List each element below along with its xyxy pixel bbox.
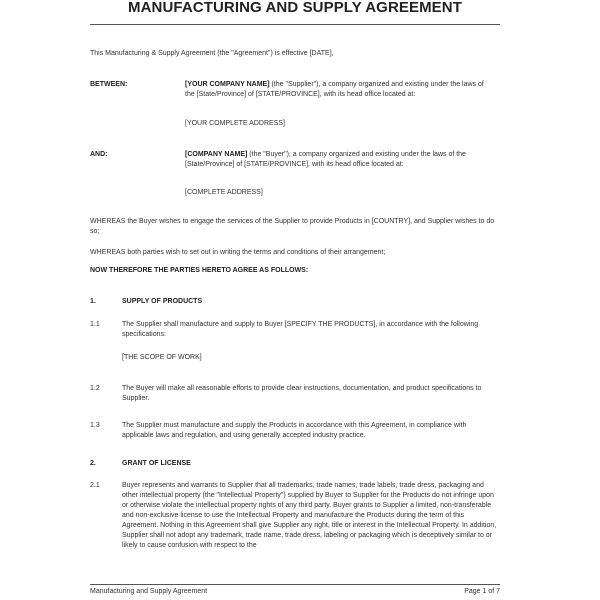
and-party-paragraph bbox=[185, 150, 495, 170]
between-address: [YOUR COMPLETE ADDRESS] bbox=[185, 120, 285, 127]
footer-document-name: Manufacturing and Supply Agreement bbox=[90, 588, 208, 595]
and-label: AND: bbox=[90, 151, 108, 158]
between-party-text: (the "Supplier"), a company organized and existing under the laws of the [State/Province] of [STATE/PROVINCE], with its head office located at: bbox=[185, 81, 484, 98]
between-label: BETWEEN: bbox=[90, 81, 128, 88]
now-therefore-heading: NOW THEREFORE THE PARTIES HERETO AGREE AS FOLLOWS: bbox=[90, 267, 309, 274]
section-number: 2. bbox=[90, 460, 96, 467]
clause-text: The Supplier must manufacture and supply the Products in accordance with this Agreement, in compliance with applicable laws and regulation, and using generally accepted industry practice. bbox=[122, 422, 467, 439]
clause-text: Buyer represents and warrants to Supplier that all trademarks, trade names, trade labels, trade dress, packaging and other intellectual property (the "Intellectual Property") supplied by Buyer to Supplier for the Products do not infringe upon or otherwise violate the intellectual property rights of any third party. Buyer grants to Supplier a limited, non-transferable and non-exclusive license to use the Intellectual Property and manufacture the Products during the term of this Agreement. Nothing in this Agreement shall give Supplier any right, title or interest in the Intellectual Property. In addition, Supplier shall not adopt any trademark, trade name, trade dress, labeling or packaging which is deceptively similar to or likely to cause confusion with respect to the bbox=[122, 482, 497, 549]
and-address: [COMPLETE ADDRESS] bbox=[185, 189, 263, 196]
and-party-text: (the "Buyer"), a company organized and existing under the laws of the [State/Province] of [STATE/PROVINCE], with its head office located at: bbox=[185, 151, 466, 168]
clause-text: The Buyer will make all reasonable efforts to provide clear instructions, documentation, and product specifications to Supplier. bbox=[122, 385, 482, 402]
footer-rule bbox=[90, 584, 500, 585]
scope-of-work-placeholder: [THE SCOPE OF WORK] bbox=[122, 354, 202, 361]
and-party-name: [COMPANY NAME] bbox=[185, 151, 248, 158]
between-party-paragraph bbox=[185, 80, 495, 100]
clause-number: 1.3 bbox=[90, 422, 100, 429]
section-heading: SUPPLY OF PRODUCTS bbox=[122, 298, 203, 305]
clause-number: 1.1 bbox=[90, 321, 100, 328]
whereas-paragraph-2: WHEREAS both parties wish to set out in writing the terms and conditions of their arrangement; bbox=[90, 249, 386, 256]
whereas-paragraph-1: WHEREAS the Buyer wishes to engage the services of the Supplier to provide Products in [COUNTRY], and Supplier wishes to do so; bbox=[90, 218, 495, 235]
section-heading: GRANT OF LICENSE bbox=[122, 460, 191, 467]
intro-paragraph: This Manufacturing & Supply Agreement (the "Agreement") is effective [DATE], bbox=[90, 50, 334, 57]
footer-page-number: Page 1 of 7 bbox=[464, 588, 500, 595]
clause-number: 2.1 bbox=[90, 482, 100, 489]
clause-number: 1.2 bbox=[90, 385, 100, 392]
document-title: MANUFACTURING AND SUPPLY AGREEMENT bbox=[128, 0, 462, 16]
between-party-name: [YOUR COMPANY NAME] bbox=[185, 81, 270, 88]
title-underline bbox=[90, 24, 500, 25]
clause-text: The Supplier shall manufacture and supply to Buyer [SPECIFY THE PRODUCTS], in accordance with the following specifications: bbox=[122, 321, 479, 338]
section-number: 1. bbox=[90, 298, 96, 305]
